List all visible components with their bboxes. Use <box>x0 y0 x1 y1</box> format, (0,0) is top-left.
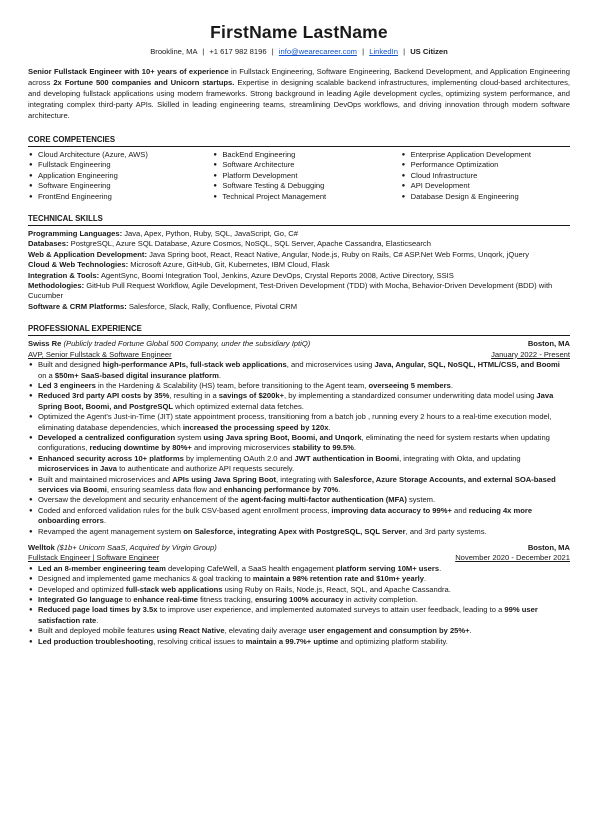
bullet-text: Developed and optimized <box>38 584 126 594</box>
achievement-bullet <box>28 381 570 391</box>
bullet-text: , integrating with <box>276 474 334 484</box>
bullet-text: . <box>96 615 99 625</box>
bullet-highlight: Led production troubleshooting <box>38 636 154 646</box>
summary-lead: Senior Fullstack Engineer with 10+ years of experience <box>28 67 229 76</box>
section-title-competencies: CORE COMPETENCIES <box>28 135 570 147</box>
bullet-highlight: enhancing performance by 70% <box>223 484 339 494</box>
bullet-highlight: using Java spring Boot, Boomi, and Unqork <box>203 432 362 442</box>
bullet-highlight: Developed a centralized configuration <box>38 432 176 442</box>
achievement-bullet <box>28 475 570 496</box>
email-link[interactable]: info@wearecareer.com <box>278 47 357 56</box>
candidate-name: FirstName LastName <box>210 22 388 42</box>
skill-label: Programming Languages: <box>28 229 123 239</box>
role-line <box>28 553 570 563</box>
bullet-text: on a <box>38 370 55 380</box>
competency-item: ● Database Design & Engineering <box>401 192 570 202</box>
competencies-column <box>28 150 212 202</box>
job-title: Fullstack Engineer | Software Engineer <box>28 553 160 563</box>
competency-item: ● Cloud Architecture (Azure, AWS) <box>28 150 212 160</box>
bullet-highlight: agent-facing multi-factor authentication (MFA) <box>240 495 407 505</box>
bullet-highlight: improving data accuracy to 99%+ <box>331 505 452 515</box>
competency-item: ● API Development <box>401 181 570 191</box>
role-line <box>28 350 570 360</box>
competency-item: ● Performance Optimization <box>401 160 570 170</box>
skill-label: Databases: <box>28 239 69 249</box>
achievement-bullet <box>28 454 570 475</box>
bullet-text: system. <box>406 495 436 505</box>
bullet-highlight: reducing 4x more onboarding errors <box>38 505 533 526</box>
contact-line <box>28 46 570 57</box>
competency-item: ● BackEnd Engineering <box>212 150 400 160</box>
bullet-highlight: user engagement and consumption by 25%+ <box>308 626 470 636</box>
skill-label: Methodologies: <box>28 281 85 291</box>
bullet-text: and <box>451 505 469 515</box>
skill-label: Cloud & Web Technologies: <box>28 260 129 270</box>
bullet-text: . <box>469 626 472 636</box>
bullet-highlight: Enhanced security across 10+ platforms <box>38 453 184 463</box>
skill-row <box>28 239 570 249</box>
bullet-text: , by implementing a standardized consumer underwriting data model using <box>284 391 537 401</box>
skill-value: PostgreSQL, Azure SQL Database, Azure Cosmos, NoSQL, SQL Server, Apache Cassandra, Elasticsearch <box>68 239 431 249</box>
bullet-highlight: enhance real-time <box>133 595 198 605</box>
bullet-text: , integrating with Okta, and updating <box>399 453 521 463</box>
bullet-highlight: APIs using Java Spring Boot <box>172 474 277 484</box>
skill-row <box>28 260 570 270</box>
achievement-bullet <box>28 433 570 454</box>
citizenship-text: US Citizen <box>410 47 448 56</box>
achievement-bullet <box>28 637 570 647</box>
bullet-text: by implementing OAuth 2.0 and <box>183 453 295 463</box>
skill-label: Software & CRM Platforms: <box>28 301 127 311</box>
bullet-text: system <box>175 432 204 442</box>
bullet-text: . <box>338 484 341 494</box>
skill-value: Microsoft Azure, GitHub, Git, Kubernetes, IBM Cloud, Flask <box>128 260 330 270</box>
separator: | <box>202 47 205 56</box>
bullet-highlight: savings of $200k+ <box>218 391 284 401</box>
summary-highlight: 2x Fortune 500 companies and Unicorn startups. <box>53 78 235 87</box>
bullet-text: . <box>450 380 453 390</box>
job-header <box>28 339 570 349</box>
bullet-highlight: Integrated Go language <box>38 595 123 605</box>
bullet-text: Revamped the agent management system <box>38 526 184 536</box>
bullet-text: Built and deployed mobile features <box>38 626 157 636</box>
bullet-highlight: high-performance APIs, full-stack web applications <box>102 360 287 370</box>
bullet-highlight: Reduced page load times by 3.5x <box>38 605 158 615</box>
job-entry <box>28 543 570 647</box>
achievement-list <box>28 360 570 537</box>
bullet-text: . <box>353 443 357 453</box>
bullet-text: , and microservices using <box>286 360 375 370</box>
achievement-bullet <box>28 391 570 412</box>
bullet-highlight: Led 3 engineers <box>38 380 96 390</box>
job-dates: January 2022 - Present <box>491 349 570 359</box>
company-line <box>28 339 310 349</box>
bullet-text: Coded and enforced validation rules for the bulk CSV-based agent enrollment process, <box>38 505 332 515</box>
bullet-text: , elevating daily average <box>224 626 309 636</box>
bullet-text: Designed and implemented game mechanics & goal tracking to <box>38 574 253 584</box>
bullet-text: Oversaw the development and security enhancement of the <box>38 495 241 505</box>
bullet-text: Built and designed <box>38 360 103 370</box>
achievement-bullet <box>28 585 570 595</box>
skill-row <box>28 229 570 239</box>
bullet-text: in activity completion. <box>343 595 418 605</box>
job-header <box>28 543 570 553</box>
achievement-bullet <box>28 506 570 527</box>
bullet-highlight: using React Native <box>156 626 225 636</box>
bullet-highlight: overseeing 5 members <box>368 380 451 390</box>
bullet-highlight: platform serving 10M+ users <box>335 563 440 573</box>
skill-row <box>28 302 570 312</box>
bullet-highlight: Java Spring Boot, Boomi, and PostgreSQL <box>38 391 554 411</box>
competency-item: ● Software Engineering <box>28 181 212 191</box>
competency-item: ● Cloud Infrastructure <box>401 171 570 181</box>
company-name: Welltok <box>28 543 55 552</box>
competencies-column <box>401 150 570 202</box>
bullet-text: Optimized the Agent's Just-in-Time (JIT) state appointment process, transitioning from a batch job , running every 2 hours to a real-time execution model, eliminating database dependencies, which <box>38 412 552 432</box>
bullet-highlight: Java, Angular, SQL, NoSQL, HTML/CSS, and Boomi <box>374 360 560 370</box>
summary-text: Expertise in designing scalable backend infrastructures, implementing cloud-based architectures, and developing fullstack applications using modern frameworks. Strong background in leading Agile development cycles, optimizing system performance, and integrating complex third-party APIs. Skilled in leading engineering teams, streamlining DevOps workflows, and driving innovation through modern software architecture. <box>28 78 570 120</box>
bullet-highlight: Salesforce, Azure Storage Accounts, and external SOA-based services via Boomi <box>38 474 556 494</box>
achievement-bullet <box>28 527 570 537</box>
job-location: Boston, MA <box>527 543 570 552</box>
experience-list <box>28 339 570 647</box>
bullet-highlight: on Salesforce, integrating Apex with PostgreSQL, SQL Server <box>183 526 406 536</box>
bullet-highlight: increased the processing speed by 120x <box>182 422 329 432</box>
bullet-text: . <box>424 574 427 584</box>
achievement-bullet <box>28 595 570 605</box>
bullet-text: . <box>103 516 106 526</box>
bullet-highlight: full-stack web applications <box>125 584 223 594</box>
bullet-highlight: microservices in Java <box>38 464 117 474</box>
competency-item: ● Fullstack Engineering <box>28 160 212 170</box>
bullet-highlight: reducing downtime by 80%+ <box>89 443 192 453</box>
skill-value: Java Spring boot, React, React Native, Angular, Node.js, Ruby on Rails, C# ASP.Net Web Forms, Unqork, jQuery <box>146 249 530 259</box>
separator: | <box>362 47 365 56</box>
bullet-highlight: $50m+ SaaS-based digital insurance platform <box>54 370 219 380</box>
bullet-text: in the Hardening & Scalability (HS) team, before transitioning to the Agent team, <box>95 380 369 390</box>
skill-value: Salesforce, Slack, Rally, Confluence, Pivotal CRM <box>126 301 298 311</box>
competency-item: ● Software Testing & Debugging <box>212 181 400 191</box>
job-location: Boston, MA <box>527 339 570 349</box>
job-dates: November 2020 - December 2021 <box>455 553 570 563</box>
skill-label: Integration & Tools: <box>28 270 100 280</box>
achievement-bullet <box>28 495 570 505</box>
competencies-grid <box>28 150 570 202</box>
skill-label: Web & Application Development: <box>28 249 147 259</box>
bullet-highlight: stability to 99.5% <box>292 443 354 453</box>
achievement-list <box>28 564 570 647</box>
section-title-skills: TECHNICAL SKILLS <box>28 214 570 226</box>
achievement-bullet <box>28 360 570 381</box>
skill-row <box>28 250 570 260</box>
bullet-text: and improving microservices <box>191 443 293 453</box>
bullet-text: to improve user experience, and implemented automated surveys to attain user feedback, leading to a <box>157 605 505 615</box>
skill-value: GitHub Pull Request Workflow, Agile Development, Test-Driven Development (TDD) with Mocha, Behavior-Driven Development (BDD) with Cucumber <box>28 281 553 301</box>
separator: | <box>403 47 406 56</box>
competency-item: ● Application Engineering <box>28 171 212 181</box>
bullet-text: which optimized external data fetches. <box>173 401 304 411</box>
achievement-bullet <box>28 574 570 584</box>
bullet-highlight: ensuring 100% accuracy <box>254 595 344 605</box>
professional-summary <box>28 66 570 121</box>
bullet-text: to <box>122 595 134 605</box>
skill-row <box>28 281 570 302</box>
competency-item: ● Platform Development <box>212 171 400 181</box>
bullet-highlight: 99% user satisfaction rate <box>38 605 538 625</box>
skill-value: AgentSync, Boomi Integration Tool, Jenkins, Azure DevOps, Crystal Reports 2008, Active Directory, SSIS <box>99 270 454 280</box>
bullet-text: , and 3rd party systems. <box>405 526 487 536</box>
bullet-highlight: JWT authentication in Boomi <box>294 453 400 463</box>
company-description: ($1b+ Unicorn SaaS, Acquired by Virgin Group) <box>57 543 217 552</box>
bullet-highlight: maintain a 98% retention rate and $10m+ yearly <box>252 574 425 584</box>
bullet-text: . <box>218 370 221 380</box>
company-name: Swiss Re <box>28 339 62 349</box>
bullet-text: , eliminating the need for system restarts when updating configurations, <box>38 432 550 453</box>
bullet-text: . <box>439 563 442 573</box>
job-title: AVP, Senior Fullstack & Software Engineer <box>28 349 172 359</box>
bullet-highlight: Led an 8-member engineering team <box>38 563 166 573</box>
bullet-text: using Ruby on Rails, Node.js, React, SQL, and Apache Cassandra. <box>222 584 451 594</box>
competency-item: ● Software Architecture <box>212 160 400 170</box>
phone-text: +1 617 982 8196 <box>209 47 267 56</box>
linkedin-link[interactable]: LinkedIn <box>369 47 398 56</box>
location-text: Brookline, MA <box>150 47 198 56</box>
bullet-text: fitness tracking, <box>197 595 255 605</box>
bullet-text: , ensuring seamless data flow and <box>106 484 224 494</box>
achievement-bullet <box>28 564 570 574</box>
bullet-text: Built and maintained microservices and <box>38 474 173 484</box>
company-line <box>28 543 217 553</box>
competency-item: ● FrontEnd Engineering <box>28 192 212 202</box>
bullet-highlight: maintain a 99.7%+ uptime <box>245 636 339 646</box>
skill-value: Java, Apex, Python, Ruby, SQL, JavaScript, Go, C# <box>122 229 298 239</box>
bullet-text: to authenticate and authorize API requests securely. <box>116 464 295 474</box>
competencies-column <box>212 150 400 202</box>
section-title-experience: PROFESSIONAL EXPERIENCE <box>28 324 570 336</box>
bullet-highlight: Reduced 3rd party API costs by 35% <box>38 391 170 401</box>
competency-item: ● Enterprise Application Development <box>401 150 570 160</box>
skills-list <box>28 229 570 312</box>
competency-item: ● Technical Project Management <box>212 192 400 202</box>
separator: | <box>271 47 274 56</box>
achievement-bullet <box>28 626 570 636</box>
summary-text: in Fullstack Engineering, Software Engineering, Backend Development, and Application Engineering across <box>28 67 570 87</box>
bullet-text: and optimizing platform stability. <box>338 636 448 646</box>
achievement-bullet <box>28 412 570 433</box>
company-description: (Publicly traded Fortune Global 500 Company, under the subsidiary IptiQ) <box>63 339 311 349</box>
bullet-text: , resulting in a <box>169 391 219 401</box>
job-entry <box>28 339 570 537</box>
skill-row <box>28 271 570 281</box>
bullet-text: . <box>328 422 331 432</box>
bullet-text: , resolving critical issues to <box>153 636 246 646</box>
achievement-bullet <box>28 605 570 626</box>
bullet-text: developing CafeWell, a SaaS health engagement <box>165 563 336 573</box>
